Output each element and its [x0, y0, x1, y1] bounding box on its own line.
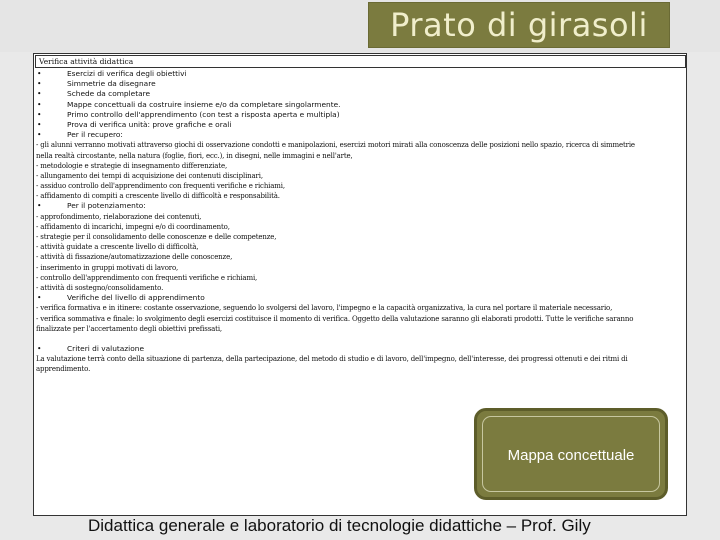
- text-line: - verifica sommativa e finale: lo svolgimento degli esercizi costituisce il momento di verifica. Oggetto della valutazione saranno gli elaborati prodotti. Tutte le verifiche saranno: [36, 314, 634, 323]
- text-line: - attività guidate a crescente livello di difficoltà,: [36, 243, 199, 252]
- text-line: - gli alunni verranno motivati attraverso giochi di osservazione condotti e manipolazioni, esercizi motori mirati alla conoscenza delle posizioni nello spazio, ricerca di simmetrie: [36, 141, 635, 150]
- concept-map-button[interactable]: [474, 408, 668, 500]
- text-line: - approfondimento, rielaborazione dei contenuti,: [36, 212, 202, 221]
- bullet-icon: •: [37, 89, 42, 99]
- bullet-item: [36, 69, 684, 79]
- text-line: - affidamento di incarichi, impegni e/o di coordinamento,: [36, 222, 230, 231]
- bullet-item: [36, 89, 684, 99]
- text-line: nella realtà circostante, nella natura (foglie, fiori, ecc.), in disegni, nelle immagini e nell'arte,: [36, 151, 353, 160]
- bullet-icon: •: [37, 79, 42, 89]
- text-line: - controllo dell'apprendimento con frequenti verifiche e richiami,: [36, 273, 258, 282]
- text-line: - attività di fissazione/automatizzazione delle conoscenze,: [36, 253, 233, 262]
- bullet-text: Per il potenziamento:: [67, 201, 146, 211]
- bullet-item: [36, 100, 684, 110]
- document-title: Verifica attività didattica: [35, 55, 686, 68]
- bullet-item: [36, 130, 684, 140]
- text-line: - metodologie e strategie di insegnamento differenziate,: [36, 161, 228, 170]
- footer-caption: Didattica generale e laboratorio di tecnologie didattiche – Prof. Gily: [88, 516, 591, 535]
- bullet-text: Criteri di valutazione: [67, 343, 144, 353]
- text-line: La valutazione terrà conto della situazione di partenza, della partecipazione, del metodo di studio e di lavoro, dell'impegno, dell'interesse, dei progressi ottenuti e dei ritmi di: [36, 355, 628, 364]
- bullet-text: Verifiche del livello di apprendimento: [67, 293, 205, 303]
- bullet-text: Esercizi di verifica degli obiettivi: [67, 69, 187, 78]
- text-line: - inserimento in gruppi motivati di lavoro,: [36, 263, 179, 272]
- bullet-icon: •: [37, 293, 42, 303]
- slide-title: Prato di girasoli: [368, 2, 670, 48]
- bullet-text: Prova di verifica unità: prove grafiche e orali: [67, 119, 232, 129]
- bullet-text: Simmetrie da disegnare: [67, 79, 156, 89]
- bullet-item: [36, 344, 684, 354]
- bullet-icon: •: [37, 119, 42, 129]
- text-line: - allungamento dei tempi di acquisizione dei contenuti disciplinari,: [36, 171, 263, 180]
- text-line: finalizzate per l'accertamento degli obiettivi prefissati,: [36, 324, 223, 333]
- bullet-text: Primo controllo dell'apprendimento (con test a risposta aperta e multipla): [67, 109, 340, 119]
- text-line: - affidamento di compiti a crescente livello di difficoltà e responsabilità.: [36, 192, 280, 201]
- text-line: - strategie per il consolidamento delle conoscenze e delle competenze,: [36, 233, 277, 241]
- text-line: apprendimento.: [36, 365, 91, 374]
- document-body: [34, 69, 686, 374]
- bullet-text: Schede da completare: [67, 89, 151, 99]
- bullet-icon: •: [37, 130, 42, 140]
- text-line: - verifica formativa e in itinere: costante osservazione, seguendo lo svolgersi del lavoro, l'impegno e la capacità organizzativa, la cura nel portare il materiale necessario,: [36, 304, 613, 313]
- text-line: - assiduo controllo dell'apprendimento con frequenti verifiche e richiami,: [36, 182, 285, 191]
- bullet-icon: •: [37, 109, 42, 119]
- bullet-item: [36, 201, 684, 211]
- concept-map-label: Mappa concettuale: [507, 447, 635, 464]
- bullet-icon: •: [37, 99, 42, 109]
- bullet-item: [36, 79, 684, 89]
- bullet-icon: •: [37, 201, 42, 211]
- bullet-text: Per il recupero:: [67, 130, 123, 140]
- bullet-text: Mappe concettuali da costruire insieme e/o da completare singolarmente.: [67, 99, 341, 109]
- bullet-item: [36, 293, 684, 303]
- bullet-item: [36, 120, 684, 130]
- line-gap: [36, 334, 684, 344]
- bullet-item: [36, 110, 684, 120]
- text-line: - attività di sostegno/consolidamento.: [36, 283, 164, 292]
- bullet-icon: •: [37, 343, 42, 353]
- bullet-icon: •: [37, 69, 42, 78]
